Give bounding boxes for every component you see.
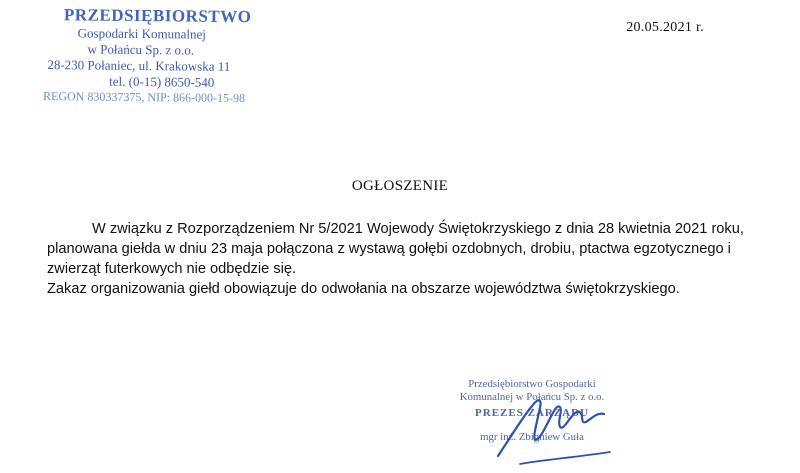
document-heading: OGŁOSZENIE [351,178,449,194]
signature-stamp-name: mgr inż. Zbigniew Guła [480,430,584,443]
handwritten-signature [480,368,630,468]
announcement-paragraph-2: Zakaz organizowania giełd obowiązuje do odwołania na obszarze województwa świętokrzyskiego. [47,281,680,297]
document-date: 20.05.2021 r. [626,20,704,35]
stamp-phone: tel. (0-15) 8650-540 [109,73,215,90]
stamp-regon-nip: REGON 830337375, NIP: 866-000-15-98 [42,88,246,106]
stamp-address: 28-230 Połaniec, ul. Krakowska 11 [47,57,231,74]
signature-stamp-title: PREZES ZARZĄDU [475,406,589,419]
stamp-company-name: PRZEDSIĘBIORSTWO [63,5,252,27]
signature-stamp-company-2: Komunalnej w Połańcu Sp. z o.o. [459,391,605,404]
stamp-company-location: w Połańcu Sp. z o.o. [87,41,195,58]
announcement-paragraph-1: W związku z Rozporządzeniem Nr 5/2021 Wojewody Świętokrzyskiego z dnia 28 kwietnia 2021 roku, planowana giełda w dniu 23 maja połączona z wystawą gołębi ozdobnych, drobiu, ptactwa egzotycznego i zwierząt futerkowych nie odbędzie się. [47,221,744,277]
signature-stamp-company: Przedsiębiorstwo Gospodarki [468,378,596,390]
stamp-company-subtitle: Gospodarki Komunalnej [77,25,206,42]
announcement-body [47,219,767,299]
company-stamp [43,6,304,105]
